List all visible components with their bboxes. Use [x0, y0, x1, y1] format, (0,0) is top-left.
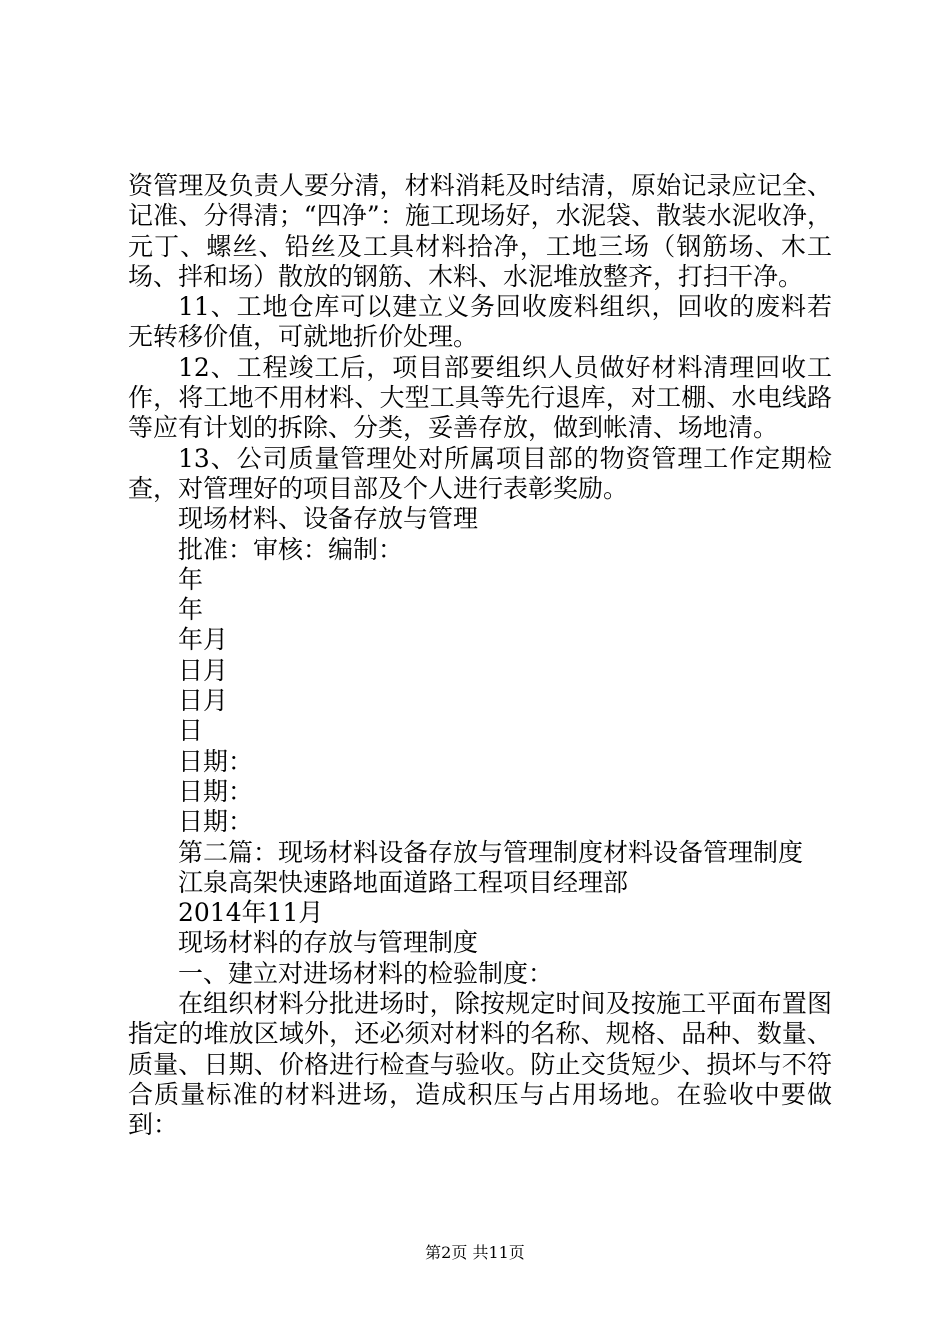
- regulation-title: 现场材料的存放与管理制度: [178, 928, 479, 958]
- document-date: 2014年11月: [178, 898, 324, 928]
- paragraph-item-11: 11、工地仓库可以建立义务回收废料组织，回收的废料若无转移价值，可就地折价处理。: [128, 292, 832, 352]
- approval-line: 批准：审核：编制：: [178, 534, 404, 564]
- paragraph-item-12: 12、工程竣工后，项目部要组织人员做好材料清理回收工作，将工地不用材料、大型工具等先行退库，对工棚、水电线路等应有计划的拆除、分类，妥善存放，做到帐清、场地清。: [128, 352, 832, 443]
- date-fragment: 日月: [178, 686, 229, 716]
- date-label: 日期：: [178, 746, 254, 776]
- page-footer: 第2页 共11页: [425, 1243, 525, 1262]
- date-fragment: 年: [178, 564, 204, 594]
- date-fragment: 年月: [178, 625, 229, 655]
- subsection-heading: 一、建立对进场材料的检验制度：: [178, 958, 554, 988]
- date-fragment: 日月: [178, 655, 229, 685]
- chapter-heading: 第二篇：现场材料设备存放与管理制度材料设备管理制度: [178, 837, 804, 867]
- paragraph-continued: 资管理及负责人要分清，材料消耗及时结清，原始记录应记全、记准、分得清；“四净”：施工现场好，水泥袋、散装水泥收净，元丁、螺丝、铅丝及工具材料拾净，工地三场（钢筋场、木工场、拌和场）散放的钢筋、木料、水泥堆放整齐，打扫干净。: [128, 171, 832, 291]
- section-title: 现场材料、设备存放与管理: [178, 504, 479, 534]
- date-fragment: 年: [178, 595, 204, 625]
- date-fragment: 日: [178, 716, 204, 746]
- organization-name: 江泉高架快速路地面道路工程项目经理部: [178, 867, 629, 897]
- document-body: [128, 171, 832, 1141]
- paragraph-inspection: 在组织材料分批进场时，除按规定时间及按施工平面布置图指定的堆放区域外，还必须对材料的名称、规格、品种、数量、质量、日期、价格进行检查与验收。防止交货短少、损坏与不符合质量标准的材料进场，造成积压与占用场地。在验收中要做到：: [128, 989, 832, 1140]
- date-label: 日期：: [178, 776, 254, 806]
- date-label: 日期：: [178, 807, 254, 837]
- paragraph-item-13: 13、公司质量管理处对所属项目部的物资管理工作定期检查，对管理好的项目部及个人进行表彰奖励。: [128, 443, 832, 503]
